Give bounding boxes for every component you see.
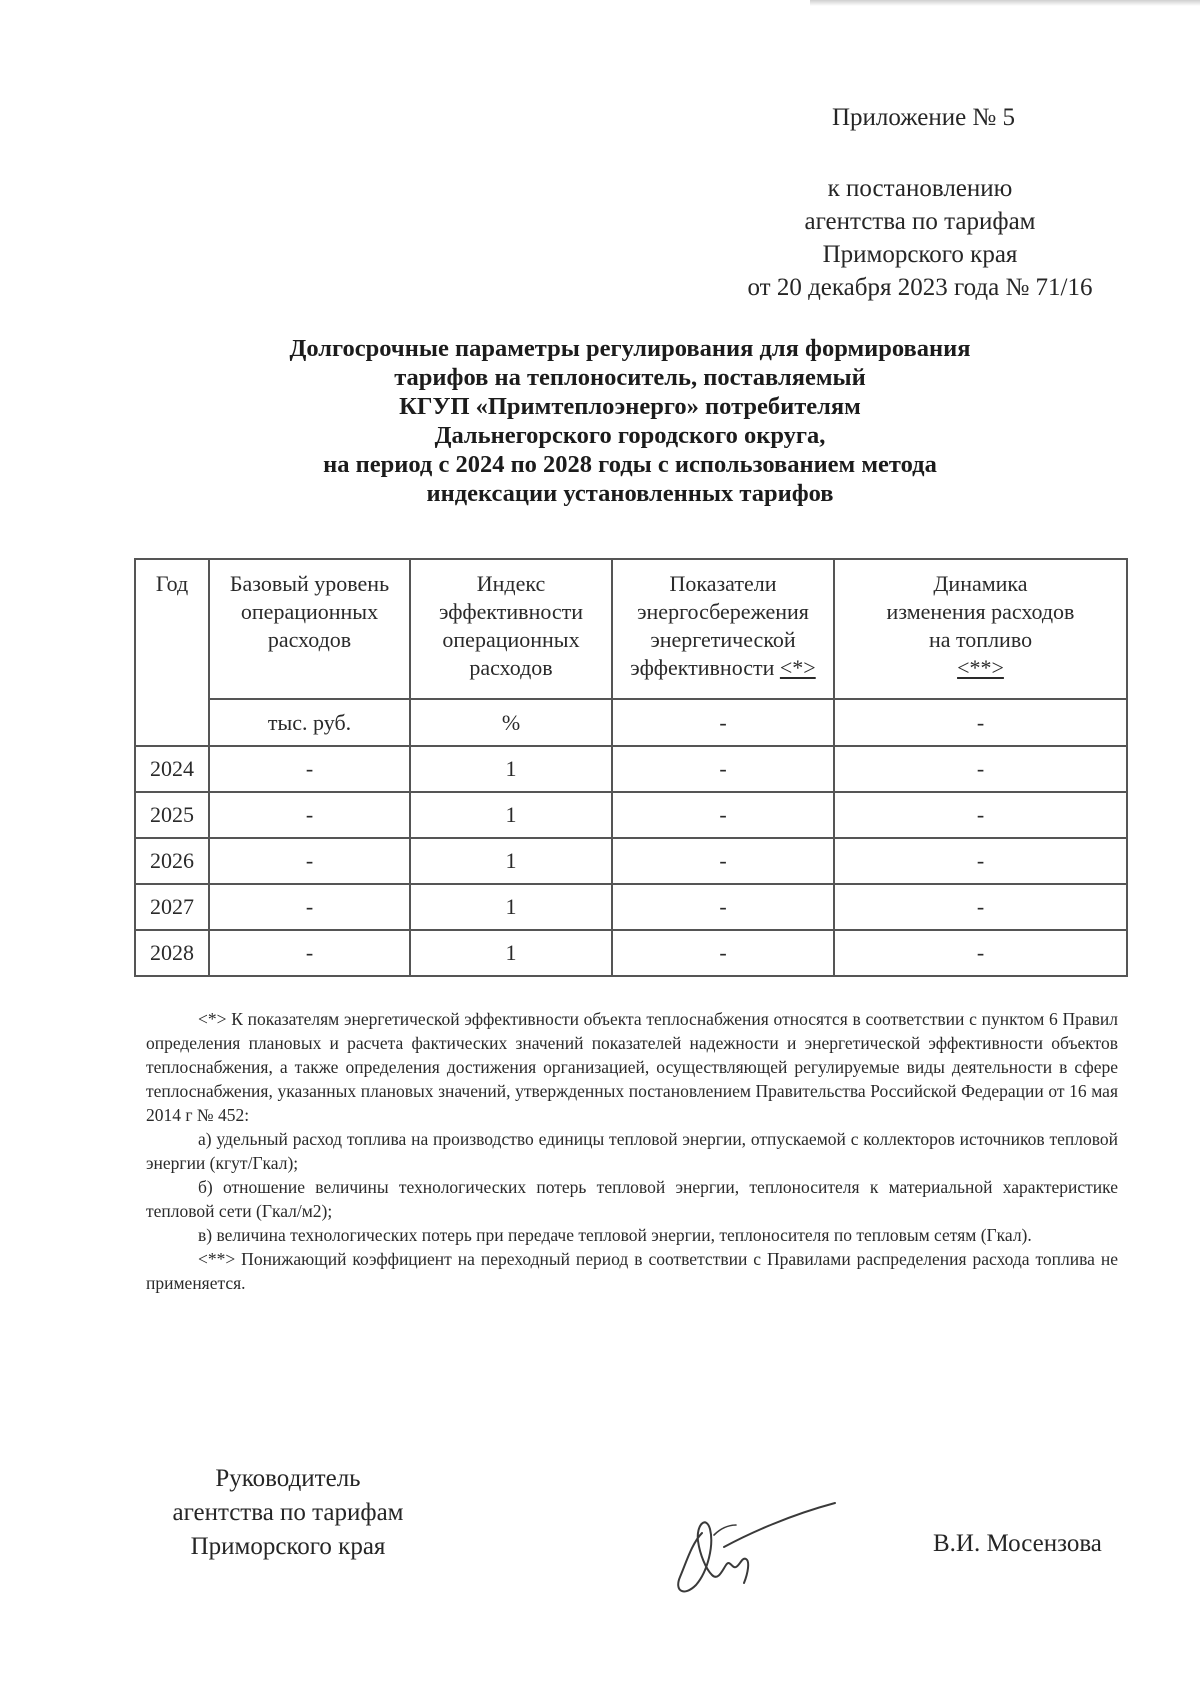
scan-edge xyxy=(810,0,1200,6)
cell-index: 1 xyxy=(410,792,612,838)
footnote-item-c: в) величина технологических потерь при передаче тепловой энергии, теплоносителя по тепловым сетям (Гкал). xyxy=(198,1225,1032,1245)
cell-year: 2026 xyxy=(135,838,209,884)
footnote-item-b: б) отношение величины технологических потерь тепловой энергии, теплоносителя к материальной характеристике тепловой сети (Гкал/м2); xyxy=(146,1177,1118,1221)
table-row xyxy=(135,884,1127,930)
footnote-ref-2[interactable]: <**> xyxy=(957,655,1004,680)
title-line: на период с 2024 по 2028 годы с использованием метода xyxy=(323,451,937,478)
header-efficiency-index: Индекс эффективности операционных расходов xyxy=(410,559,612,699)
unit-index: % xyxy=(410,699,612,746)
cell-base: - xyxy=(209,884,410,930)
decree-line: Приморского края xyxy=(822,241,1018,268)
decree-line: агентства по тарифам xyxy=(804,208,1036,235)
signatory-name: В.И. Мосензова xyxy=(933,1530,1102,1557)
cell-energy: - xyxy=(612,792,834,838)
cell-energy: - xyxy=(612,884,834,930)
cell-fuel: - xyxy=(834,930,1127,976)
table-row xyxy=(135,746,1127,792)
title-line: тарифов на теплоноситель, поставляемый xyxy=(394,364,866,391)
cell-fuel: - xyxy=(834,838,1127,884)
decree-reference xyxy=(720,172,1120,304)
table-row xyxy=(135,930,1127,976)
signatory-title xyxy=(148,1462,428,1564)
unit-energy: - xyxy=(612,699,834,746)
footnote-2: <**> Понижающий коэффициент на переходный период в соответствии с Правилами распределения расхода топлива не применяется. xyxy=(146,1249,1118,1293)
cell-index: 1 xyxy=(410,884,612,930)
signatory-title-line: Приморского края xyxy=(190,1533,386,1560)
cell-base: - xyxy=(209,838,410,884)
cell-year: 2025 xyxy=(135,792,209,838)
table-row xyxy=(135,838,1127,884)
cell-energy: - xyxy=(612,930,834,976)
cell-year: 2028 xyxy=(135,930,209,976)
cell-year: 2024 xyxy=(135,746,209,792)
cell-fuel: - xyxy=(834,884,1127,930)
table-header-row xyxy=(135,559,1127,699)
cell-index: 1 xyxy=(410,930,612,976)
header-fuel-dynamics: Динамика изменения расходов на топливо <**> xyxy=(834,559,1127,699)
header-energy-saving: Показатели энергосбережения энергетической эффективности <*> xyxy=(612,559,834,699)
footnotes xyxy=(146,1007,1118,1295)
title-line: индексации установленных тарифов xyxy=(426,480,834,507)
handwritten-signature xyxy=(640,1485,840,1605)
cell-fuel: - xyxy=(834,792,1127,838)
header-year: Год xyxy=(135,559,209,746)
cell-base: - xyxy=(209,746,410,792)
unit-base: тыс. руб. xyxy=(209,699,410,746)
cell-base: - xyxy=(209,792,410,838)
header-base-level: Базовый уровень операционных расходов xyxy=(209,559,410,699)
signatory-title-line: агентства по тарифам xyxy=(172,1499,404,1526)
footnote-item-a: а) удельный расход топлива на производство единицы тепловой энергии, отпускаемой с коллекторов источников тепловой энергии (кгут/Гкал); xyxy=(146,1129,1118,1173)
parameters-table xyxy=(134,558,1128,977)
cell-year: 2027 xyxy=(135,884,209,930)
cell-index: 1 xyxy=(410,838,612,884)
cell-fuel: - xyxy=(834,746,1127,792)
title-line: Долгосрочные параметры регулирования для формирования xyxy=(289,335,971,362)
footnote-1: <*> К показателям энергетической эффективности объекта теплоснабжения относятся в соответствии с пунктом 6 Правил определения плановых и расчета фактических значений показателей надежности и энергетической эффективности объектов теплоснабжения, а также определения достижения организацией, осуществляющей регулируемые виды деятельности в сфере теплоснабжения, указанных плановых значений, утвержденных постановлением Правительства Российской Федерации от 16 мая 2014 г № 452: xyxy=(146,1009,1118,1125)
decree-line: к постановлению xyxy=(827,175,1013,202)
footnote-ref-1[interactable]: <*> xyxy=(779,655,816,680)
signatory-title-line: Руководитель xyxy=(215,1465,361,1492)
cell-index: 1 xyxy=(410,746,612,792)
title-line: КГУП «Примтеплоэнерго» потребителям xyxy=(399,393,861,420)
cell-base: - xyxy=(209,930,410,976)
decree-line: от 20 декабря 2023 года № 71/16 xyxy=(747,274,1093,301)
cell-energy: - xyxy=(612,838,834,884)
appendix-number: Приложение № 5 xyxy=(832,104,1016,131)
units-row xyxy=(135,699,1127,746)
cell-energy: - xyxy=(612,746,834,792)
unit-fuel: - xyxy=(834,699,1127,746)
table-row xyxy=(135,792,1127,838)
document-title xyxy=(190,334,1070,508)
title-line: Дальнегорского городского округа, xyxy=(434,422,826,449)
